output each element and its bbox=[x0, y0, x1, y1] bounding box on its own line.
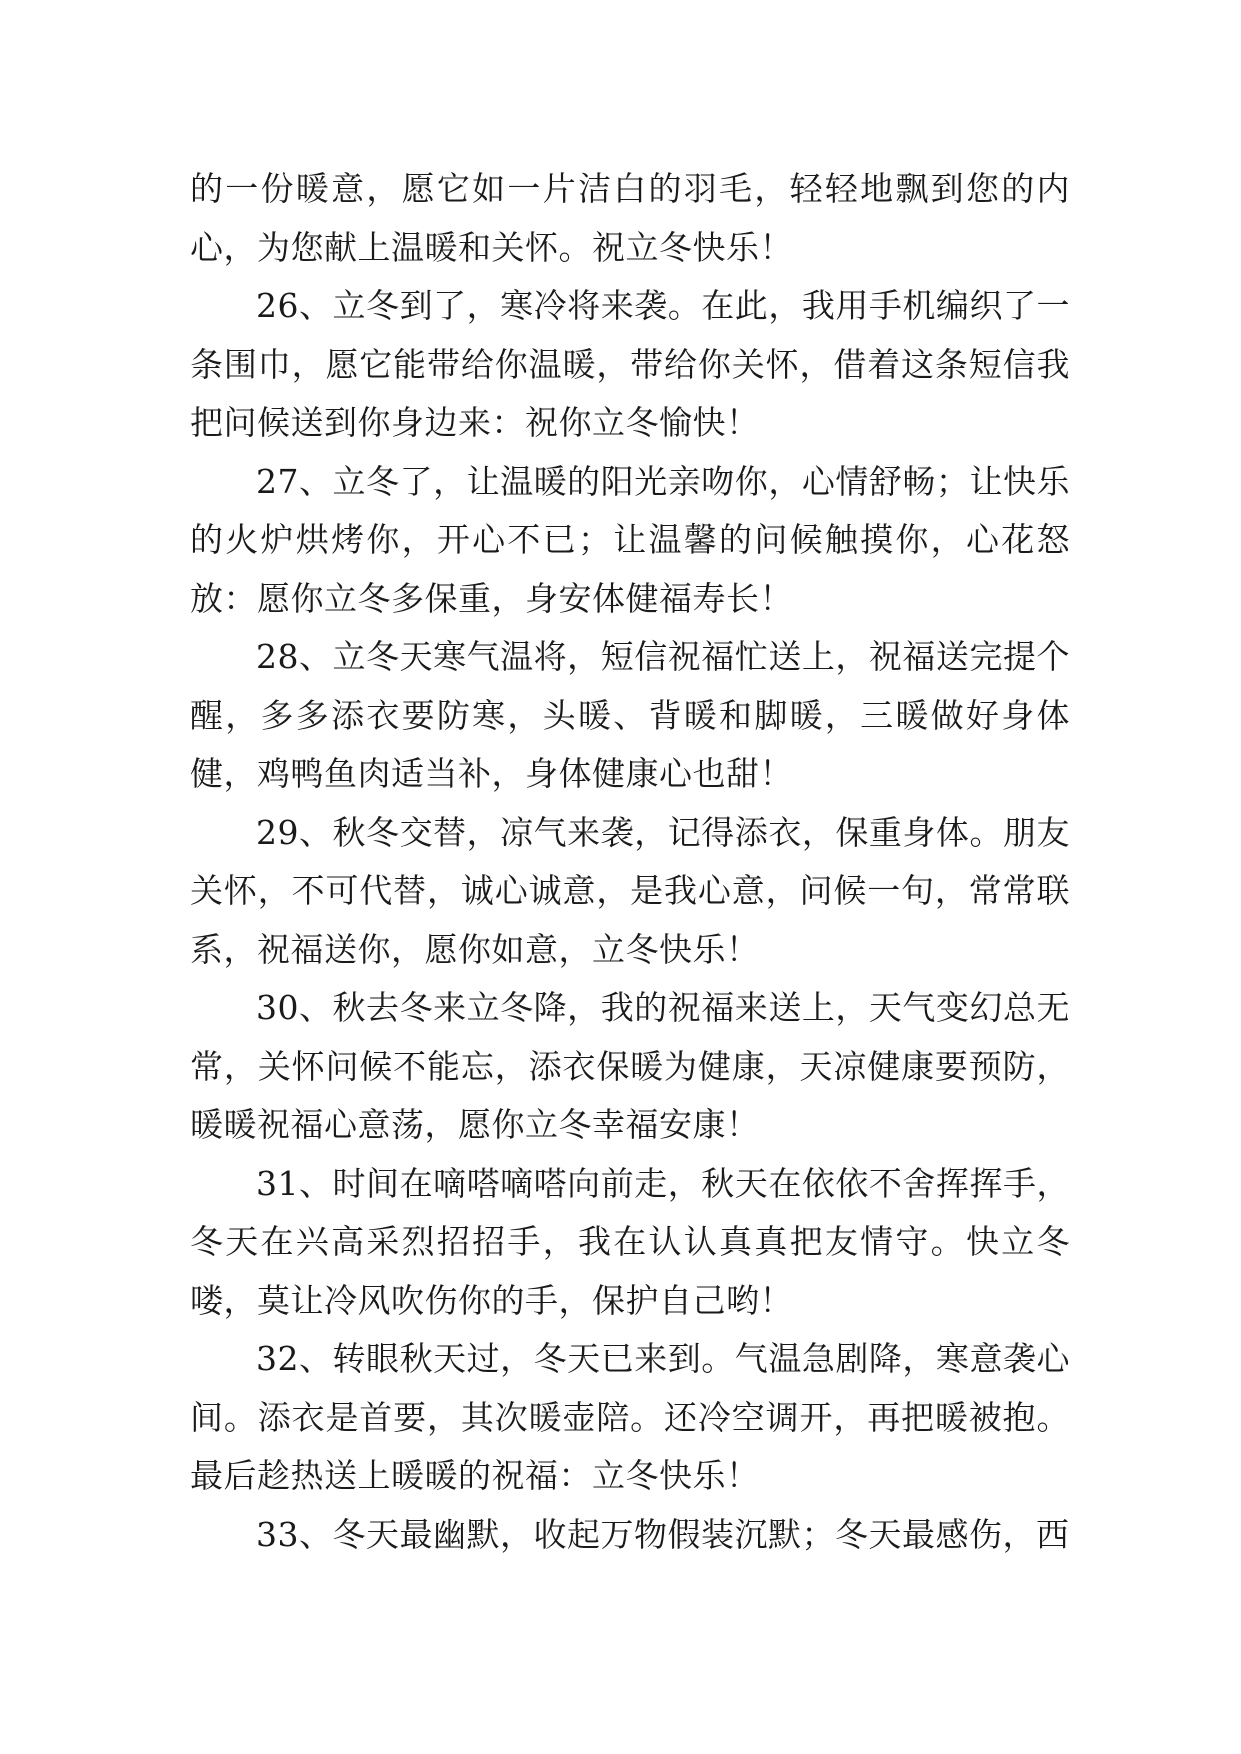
paragraph-continued: 的一份暖意，愿它如一片洁白的羽毛，轻轻地飘到您的内心，为您献上温暖和关怀。祝立冬快乐！ bbox=[190, 169, 1070, 267]
paragraph-30: 30、秋去冬来立冬降，我的祝福来送上，天气变幻总无常，关怀问候不能忘，添衣保暖为健康，天凉健康要预防，暖暖祝福心意荡，愿你立冬幸福安康！ bbox=[190, 988, 1070, 1144]
paragraph-28: 28、立冬天寒气温将，短信祝福忙送上，祝福送完提个醒，多多添衣要防寒，头暖、背暖和脚暖，三暖做好身体健，鸡鸭鱼肉适当补，身体健康心也甜！ bbox=[190, 637, 1070, 793]
paragraph-26: 26、立冬到了，寒冷将来袭。在此，我用手机编织了一条围巾，愿它能带给你温暖，带给你关怀，借着这条短信我把问候送到你身边来：祝你立冬愉快！ bbox=[190, 286, 1070, 442]
paragraph-29: 29、秋冬交替，凉气来袭，记得添衣，保重身体。朋友关怀，不可代替，诚心诚意，是我心意，问候一句，常常联系，祝福送你，愿你如意，立冬快乐！ bbox=[190, 812, 1070, 969]
paragraph-32: 32、转眼秋天过，冬天已来到。气温急剧降，寒意袭心间。添衣是首要，其次暖壶陪。还冷空调开，再把暖被抱。最后趁热送上暖暖的祝福：立冬快乐！ bbox=[190, 1339, 1070, 1495]
paragraph-33: 33、冬天最幽默，收起万物假装沉默；冬天最感伤，西 bbox=[256, 1514, 1070, 1554]
paragraph-31: 31、时间在嘀嗒嘀嗒向前走，秋天在依依不舍挥挥手，冬天在兴高采烈招招手，我在认认真真把友情守。快立冬喽，莫让冷风吹伤你的手，保护自己哟！ bbox=[190, 1163, 1070, 1320]
body-text bbox=[190, 160, 1070, 1564]
paragraph-27: 27、立冬了，让温暖的阳光亲吻你，心情舒畅；让快乐的火炉烘烤你，开心不已；让温馨的问候触摸你，心花怒放：愿你立冬多保重，身安体健福寿长！ bbox=[190, 461, 1070, 618]
